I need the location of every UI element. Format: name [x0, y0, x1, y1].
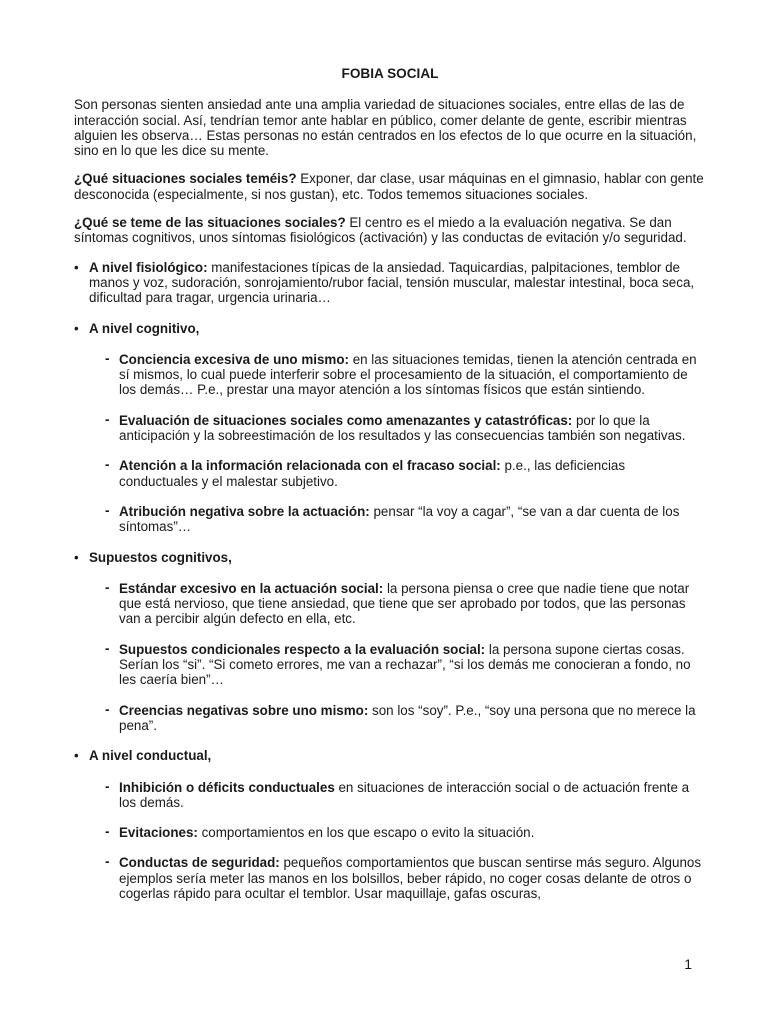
bullet-supuestos-heading: Supuestos cognitivos, — [89, 549, 232, 565]
cognitivo-item — [104, 458, 706, 489]
conductual-sublist — [89, 780, 706, 902]
question-situations-text: Exponer, dar clase, usar máquinas en el gimnasio, hablar con gente desconocida (especialmente, si nos gustan), etc. Todos tememos situaciones sociales. — [74, 171, 704, 202]
conductual-item — [104, 825, 706, 840]
cognitivo-sublist — [89, 352, 706, 535]
supuestos-item-heading: Creencias negativas sobre uno mismo: — [119, 702, 369, 718]
supuestos-item-text: la persona piensa o cree que nadie tiene que notar que está nervioso, que tiene ansiedad, que tiene que ser aprobado por todos, que las personas van a percibir algún defecto en ella, etc. — [119, 580, 690, 627]
cognitivo-item — [104, 413, 706, 444]
cognitivo-item — [104, 352, 706, 398]
supuestos-item — [104, 703, 706, 734]
conductual-item — [104, 855, 706, 901]
conductual-item-text: comportamientos en los que escapo o evito la situación. — [197, 825, 535, 841]
bullet-conductual — [74, 748, 706, 901]
bullet-supuestos — [74, 550, 706, 734]
cognitivo-item-heading: Atribución negativa sobre la actuación: — [119, 503, 370, 519]
supuestos-sublist — [89, 581, 706, 733]
question-situations-paragraph — [74, 171, 706, 202]
cognitivo-item-text: p.e., las deficiencias conductuales y el malestar subjetivo. — [119, 458, 626, 489]
bullet-cognitivo-heading: A nivel cognitivo, — [89, 320, 200, 336]
supuestos-item-heading: Supuestos condicionales respecto a la evaluación social: — [119, 641, 486, 657]
intro-paragraph: Son personas sienten ansiedad ante una amplia variedad de situaciones sociales, entre ellas de las de interacción social. Así, tendrían temor ante hablar en público, comer delante de gente, escribir mientras alguien les observa… Estas personas no están centrados en los efectos de lo que ocurre en la situación, sino en lo que les dice su mente. — [74, 97, 697, 159]
question-fear-paragraph — [74, 215, 706, 246]
conductual-item-text: en situaciones de interacción social o de actuación frente a los demás. — [119, 779, 690, 810]
bullet-fisiologico-text: manifestaciones típicas de la ansiedad. Taquicardias, palpitaciones, temblor de manos y voz, sudoración, sonrojamiento/rubor facial, tensión muscular, malestar intestinal, boca seca, dificultad para tragar, urgencia urinaria… — [89, 259, 695, 306]
cognitivo-item-heading: Atención a la información relacionada con el fracaso social: — [119, 458, 501, 474]
bullet-cognitivo — [74, 321, 706, 535]
cognitivo-item-heading: Evaluación de situaciones sociales como amenazantes y catastróficas: — [119, 412, 573, 428]
cognitivo-item-text: por lo que la anticipación y la sobreestimación de los resultados y las consecuencias también son negativas. — [119, 412, 686, 444]
bullet-conductual-heading: A nivel conductual, — [89, 748, 212, 764]
bullet-fisiologico — [74, 260, 706, 306]
cognitivo-item-heading: Conciencia excesiva de uno mismo: — [119, 351, 349, 367]
page-number: 1 — [684, 956, 692, 972]
document-title: FOBIA SOCIAL — [341, 66, 439, 81]
supuestos-item-text: son los “soy”. P.e., “soy una persona que no merece la pena”. — [119, 702, 696, 733]
question-situations-heading: ¿Qué situaciones sociales teméis? — [74, 171, 297, 187]
conductual-item-heading: Evitaciones: — [119, 825, 198, 841]
bullet-fisiologico-heading: A nivel fisiológico: — [89, 259, 208, 275]
supuestos-item-heading: Estándar excesivo en la actuación social: — [119, 580, 384, 596]
conductual-item-heading: Conductas de seguridad: — [119, 855, 280, 871]
question-fear-text: El centro es el miedo a la evaluación negativa. Se dan síntomas cognitivos, unos síntomas fisiológicos (activación) y las conductas de evitación y/o seguridad. — [74, 215, 687, 246]
question-fear-heading: ¿Qué se teme de las situaciones sociales? — [74, 215, 346, 231]
conductual-item-text: pequeños comportamientos que buscan sentirse más seguro. Algunos ejemplos sería meter las manos en los bolsillos, beber rápido, no coger cosas delante de otros o cogerlas rápido para ocultar el temblor. Usar maquillaje, gafas oscuras, — [119, 855, 702, 901]
supuestos-item-text: la persona supone ciertas cosas. Serían los “si”. “Si cometo errores, me van a rechazar”, “si los demás me conocieran a fondo, no les caería bien”… — [119, 641, 691, 688]
cognitivo-item-text: pensar “la voy a cagar”, “se van a dar cuenta de los síntomas”… — [119, 503, 680, 535]
supuestos-item — [104, 581, 706, 627]
cognitivo-item-text: en las situaciones temidas, tienen la atención centrada en sí mismos, lo cual puede interferir sobre el procesamiento de la situación, el comportamiento de los demás… P.e., prestar una mayor atención a los síntomas físicos que están sintiendo. — [119, 351, 697, 398]
document-page — [74, 66, 706, 916]
conductual-item-heading: Inhibición o déficits conductuales — [119, 779, 335, 795]
conductual-item — [104, 780, 706, 811]
supuestos-item — [104, 642, 706, 688]
cognitivo-item — [104, 504, 706, 535]
main-bullet-list — [74, 260, 706, 902]
